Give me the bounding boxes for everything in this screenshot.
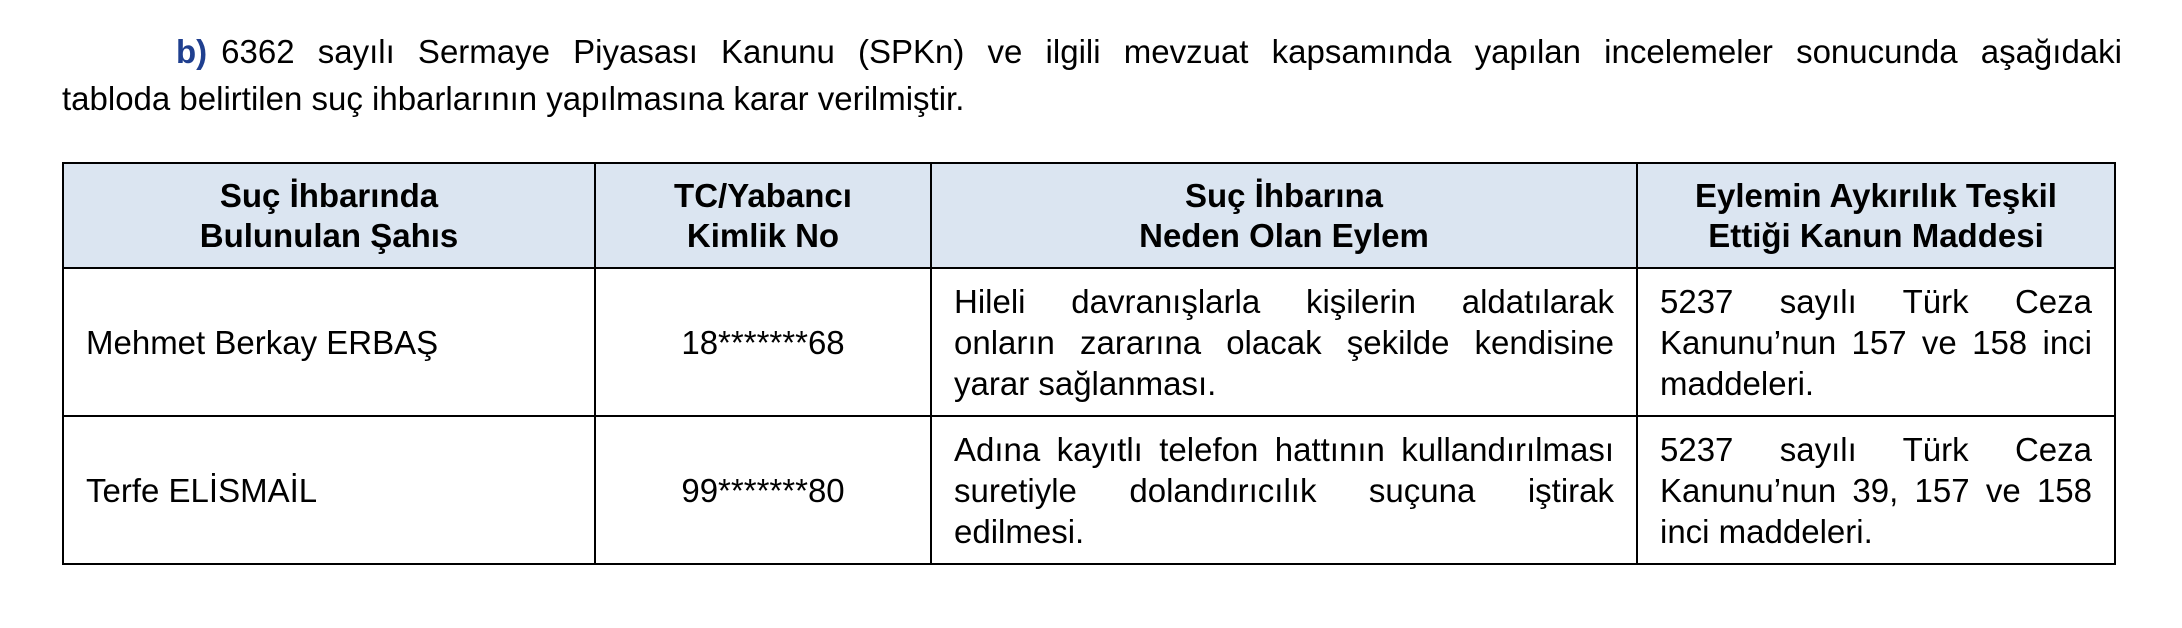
cell-person-name: Terfe ELİSMAİL bbox=[63, 416, 595, 564]
item-label: b) bbox=[176, 33, 208, 70]
header-id-number bbox=[595, 163, 931, 268]
cell-law-article: 5237 sayılı Türk Ceza Kanunu’nun 157 ve 158 inci maddeleri. bbox=[1637, 268, 2115, 416]
header-action-line2: Neden Olan Eylem bbox=[1139, 216, 1429, 254]
header-person bbox=[63, 163, 595, 268]
header-id-line2: Kimlik No bbox=[686, 216, 840, 254]
table-header-row bbox=[63, 163, 2115, 268]
header-law-line2: Ettiği Kanun Maddesi bbox=[1708, 216, 2044, 254]
cell-law-article: 5237 sayılı Türk Ceza Kanunu’nun 39, 157 ve 158 inci maddeleri. bbox=[1637, 416, 2115, 564]
denunciation-table bbox=[62, 162, 2116, 565]
cell-action: Hileli davranışlarla kişilerin aldatılarak onların zararına olacak şekilde kendisine yarar sağlanması. bbox=[931, 268, 1637, 416]
intro-first-line bbox=[62, 28, 2122, 75]
header-law-line1: Eylemin Aykırılık Teşkil bbox=[1695, 176, 2057, 214]
header-person-line2: Bulunulan Şahıs bbox=[199, 216, 459, 254]
cell-id-number: 18*******68 bbox=[595, 268, 931, 416]
header-id-line1: TC/Yabancı bbox=[674, 176, 852, 214]
table-row bbox=[63, 268, 2115, 416]
header-law-article bbox=[1637, 163, 2115, 268]
cell-person-name: Mehmet Berkay ERBAŞ bbox=[63, 268, 595, 416]
header-action-line1: Suç İhbarına bbox=[1184, 176, 1384, 214]
intro-paragraph bbox=[62, 28, 2122, 122]
header-person-line1: Suç İhbarında bbox=[219, 176, 439, 214]
intro-text-line2: tabloda belirtilen suç ihbarlarının yapılmasına karar verilmiştir. bbox=[62, 80, 965, 117]
cell-action: Adına kayıtlı telefon hattının kullandırılması suretiyle dolandırıcılık suçuna iştirak edilmesi. bbox=[931, 416, 1637, 564]
table-row bbox=[63, 416, 2115, 564]
cell-id-number: 99*******80 bbox=[595, 416, 931, 564]
header-action bbox=[931, 163, 1637, 268]
intro-text-line1: 6362 sayılı Sermaye Piyasası Kanunu (SPKn) ve ilgili mevzuat kapsamında yapılan incelemeler sonucunda aşağıdaki bbox=[221, 33, 2122, 70]
